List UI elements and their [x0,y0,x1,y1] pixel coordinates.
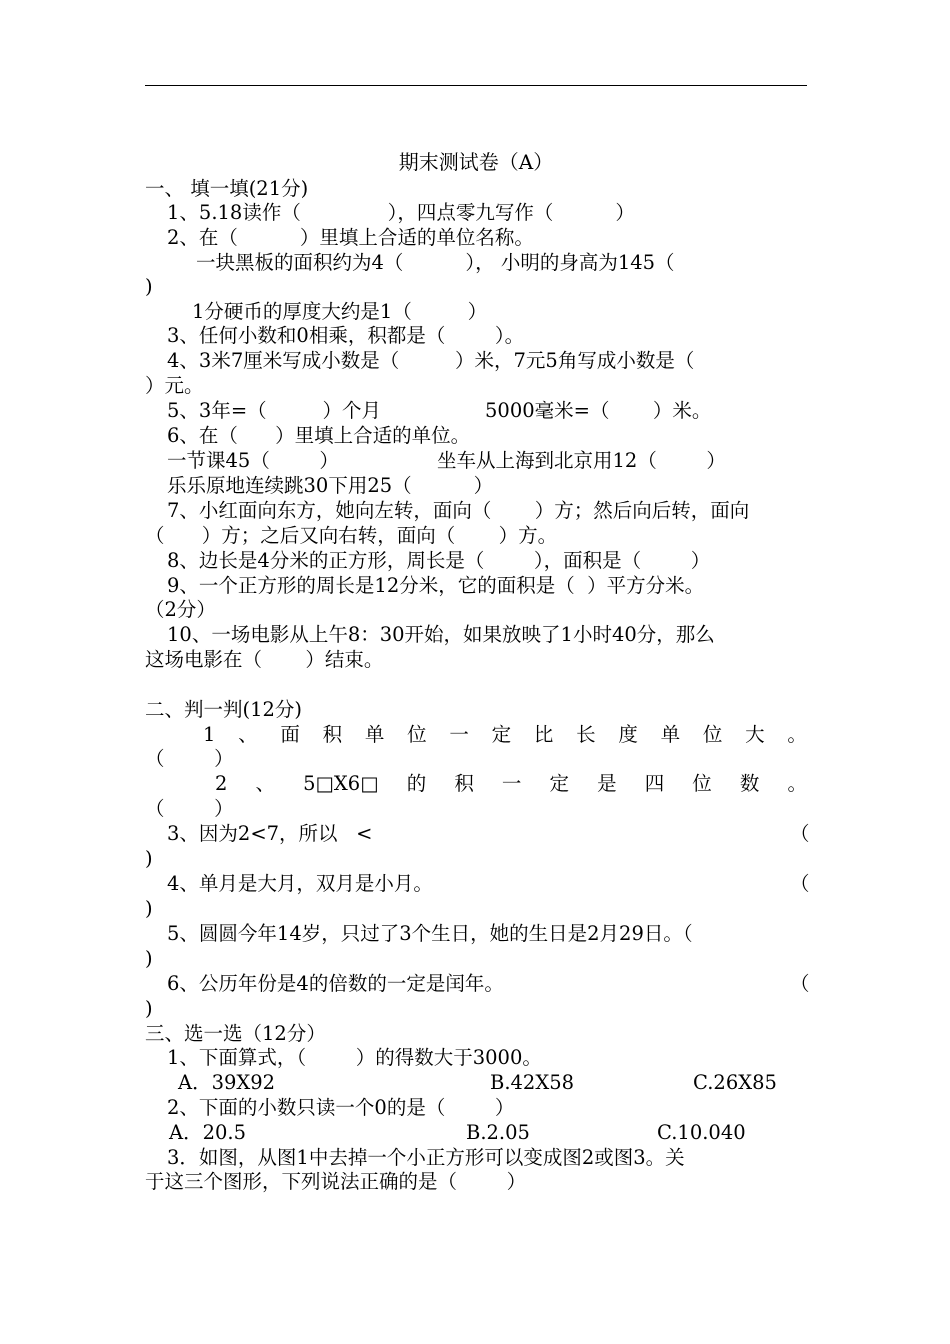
header-rule [145,85,807,86]
question-6-line-2: 乐乐原地连续跳30下用25（ ） [167,474,494,497]
choice-2-option-a: A．20.5 [169,1121,247,1144]
choice-2-option-b: B.2.05 [466,1121,530,1144]
choice-2: 2、下面的小数只读一个0的是（ ） [167,1096,515,1119]
judge-1-char: 比 [533,723,554,746]
judge-6-paren-open: （ [790,972,810,995]
choice-1-option-b: B.42X58 [490,1071,575,1094]
judge-2-char: 是 [597,772,617,795]
judge-1-cont: （ ） [145,747,234,770]
question-6-line-1b: 坐车从上海到北京用12（ ） [437,449,726,472]
judge-4-paren-open: （ [790,872,810,895]
judge-3: 3、因为2<7，所以 < [167,822,373,845]
judge-2-char: 、 [255,772,276,795]
judge-1-char: 单 [364,723,385,746]
judge-2 [145,771,807,796]
question-8: 8、边长是4分米的正方形，周长是（ ），面积是（ ） [167,549,711,572]
judge-2-cont: （ ） [145,797,234,820]
question-7: 7、小红面向东方，她向左转，面向（ ）方；然后向后转，面向 [167,499,750,522]
choice-3: 3．如图，从图1中去掉一个小正方形可以变成图2或图3。关 [167,1146,685,1169]
judge-1-char: 、 [238,723,258,746]
question-2: 2、在（ ）里填上合适的单位名称。 [167,226,534,249]
question-3: 3、任何小数和0相乘，积都是（ ）。 [167,324,525,347]
choice-2-option-c: C.10.040 [657,1121,746,1144]
question-9-cont: （2分） [145,598,216,621]
question-7-cont: （ ）方；之后又向右转，面向（ ）方。 [145,524,558,547]
judge-1-char: 1 [203,723,216,746]
choice-3-cont: 于这三个图形，下列说法正确的是（ ） [145,1170,527,1193]
judge-1 [145,722,807,747]
judge-2-char: 定 [549,772,570,795]
question-9: 9、一个正方形的周长是12分米，它的面积是（ ）平方分米。 [167,574,705,597]
question-5b: 5000毫米=（ ）米。 [485,399,712,422]
question-4-cont: ）元。 [145,374,204,397]
question-2-line-2: 1分硬币的厚度大约是1（ ） [192,300,488,323]
question-5a: 5、3年=（ ）个月 [167,399,381,422]
judge-5: 5、圆圆今年14岁，只过了3个生日，她的生日是2月29日。（ [167,922,693,945]
judge-1-char: 单 [660,723,681,746]
judge-2-char: 。 [787,772,807,795]
judge-1-char: 位 [702,723,723,746]
choice-1: 1、下面算式，（ ）的得数大于3000。 [167,1046,542,1069]
judge-1-char: 大 [745,723,765,746]
section3-heading: 三、选一选（12分） [145,1022,326,1045]
judge-2-char: 四 [644,772,665,795]
page-title: 期末测试卷（A） [398,150,554,174]
question-6-line-1a: 一节课45（ ） [167,449,339,472]
judge-1-char: 长 [576,723,596,746]
question-2-line-1-cont: ) [145,275,153,298]
judge-6-paren-close: ) [145,997,153,1020]
judge-1-char: 位 [407,723,427,746]
judge-2-char: 2 [215,772,228,795]
judge-6: 6、公历年份是4的倍数的一定是闰年。 [167,972,504,995]
judge-1-char: 。 [787,723,807,746]
question-6: 6、在（ ）里填上合适的单位。 [167,424,471,447]
judge-2-char: 位 [692,772,712,795]
judge-1-char: 度 [618,723,638,746]
judge-5-paren-close: ) [145,947,153,970]
judge-2-char: 5□X6□ [303,772,379,795]
question-2-line-1: 一块黑板的面积约为4（ ）， 小明的身高为145（ [196,251,675,274]
section1-heading: 一、 填一填(21分) [145,177,309,200]
judge-1-char: 一 [449,723,469,746]
question-10-cont: 这场电影在（ ）结束。 [145,648,384,671]
question-1: 1、5.18读作（ ），四点零九写作（ ） [167,201,635,224]
judge-3-paren-close: ) [145,847,153,870]
judge-2-char: 数 [739,772,760,795]
judge-1-char: 积 [322,723,343,746]
judge-2-char: 积 [454,772,474,795]
choice-1-option-a: A．39X92 [178,1071,276,1094]
question-10: 10、一场电影从上午8：30开始，如果放映了1小时40分，那么 [167,623,715,646]
choice-1-option-c: C.26X85 [693,1071,777,1094]
judge-1-char: 面 [280,723,300,746]
section2-heading: 二、判一判(12分) [145,698,303,721]
judge-2-char: 一 [501,772,522,795]
judge-4-paren-close: ) [145,897,153,920]
judge-4: 4、单月是大月，双月是小月。 [167,872,433,895]
judge-1-char: 定 [491,723,512,746]
question-4: 4、3米7厘米写成小数是（ ）米，7元5角写成小数是（ [167,349,695,372]
judge-3-paren-open: （ [790,822,810,845]
judge-2-char: 的 [406,772,427,795]
